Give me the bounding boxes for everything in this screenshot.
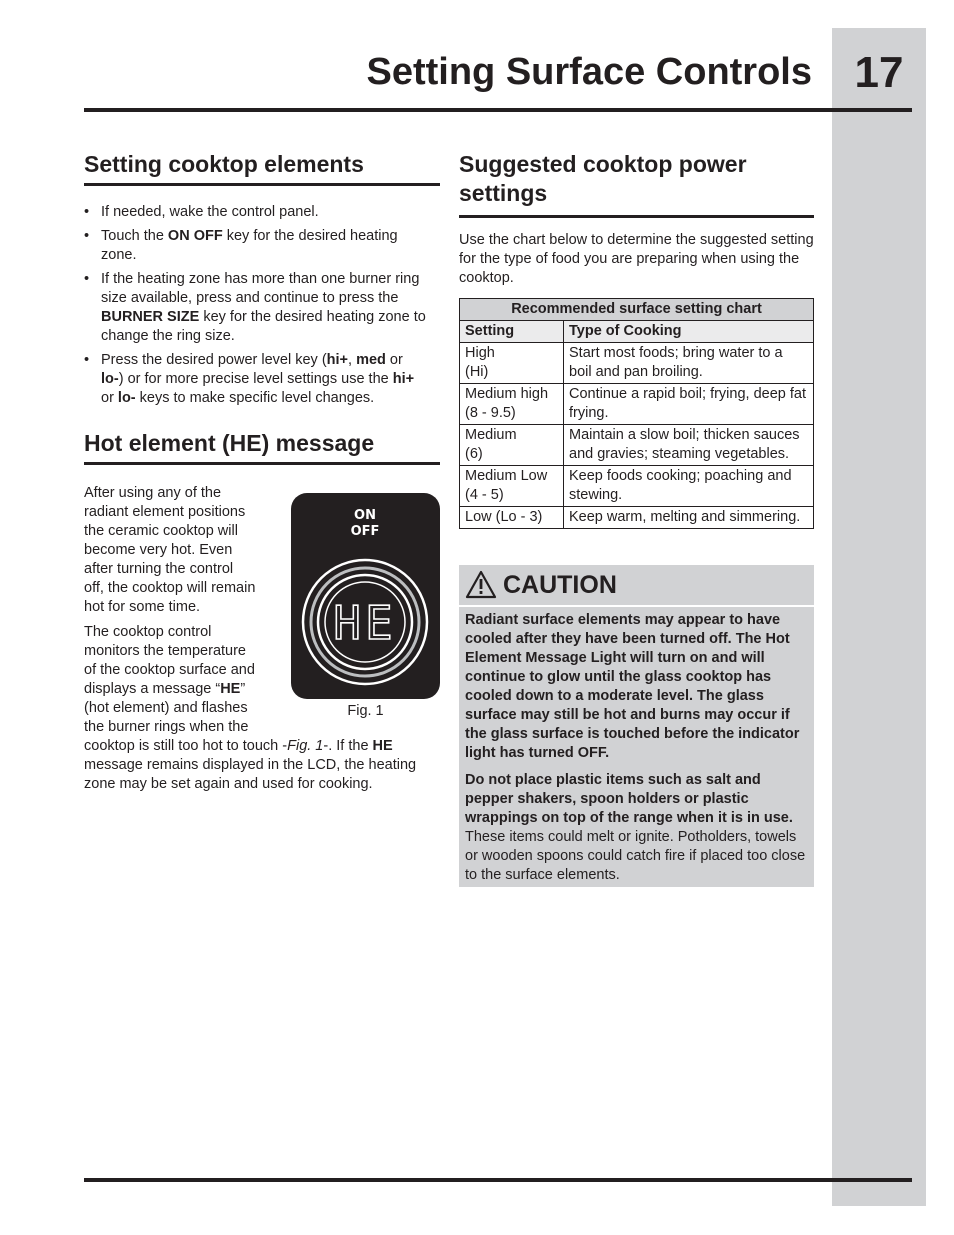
list-item	[84, 270, 429, 346]
he-display-figure	[291, 493, 440, 699]
table-row	[460, 466, 814, 507]
caution-paragraph-2	[465, 771, 811, 885]
table-row	[460, 507, 814, 529]
figure-caption: Fig. 1	[347, 703, 384, 719]
caution-body	[465, 611, 811, 893]
text-run: Fig. 1	[287, 738, 324, 754]
setting-cell: High (Hi)	[460, 343, 564, 384]
he-message-paragraph-1: After using any of the radiant element positions the ceramic cooktop will become very hot. Even after turning the control off, the cooktop will remain hot for some time.	[84, 485, 256, 615]
list-item	[84, 203, 429, 222]
table-row	[460, 384, 814, 425]
text-run: ,	[348, 352, 357, 368]
text-run: ” (hot element) and flashes the burner rings when the cooktop is still too hot to touch -	[84, 681, 288, 754]
he-message-rule	[84, 462, 440, 465]
cooking-type-cell: Keep foods cooking; poaching and stewing.	[564, 466, 814, 507]
text-run: BURNER SIZE	[101, 309, 200, 325]
cooking-type-cell: Start most foods; bring water to a boil and pan broiling.	[564, 343, 814, 384]
table-header-type: Type of Cooking	[564, 321, 814, 343]
warning-triangle-icon	[465, 570, 497, 599]
text-run: key for the desired heating zone.	[101, 228, 398, 263]
suggested-intro: Use the chart below to determine the suggested setting for the type of food you are preparing when using the cooktop.	[459, 232, 814, 286]
caution-paragraph-1: Radiant surface elements may appear to have cooled after they have been turned off. The Hot Element Message Light will turn on and will continue to glow until the glass cooktop has cooled down to a moderate level. The glass surface may still be hot and burns may occur if the glass surface is touched before the indicator light has turned OFF.	[465, 612, 800, 761]
table-row	[460, 343, 814, 384]
page-title: Setting Surface Controls	[366, 51, 812, 93]
text-run: hi+	[392, 371, 415, 387]
header-rule	[84, 108, 912, 112]
list-item	[84, 351, 429, 408]
off-key-label: OFF	[350, 524, 380, 539]
cooking-type-cell: Keep warm, melting and simmering.	[564, 507, 814, 529]
table-header-setting: Setting	[460, 321, 564, 343]
caution-paragraph-2-bold: Do not place plastic items such as salt and pepper shakers, spoon holders or plastic wrappings on top of the range when it is in use.	[465, 772, 793, 826]
text-run: hi+	[326, 352, 349, 368]
setting-cell: Medium high (8 - 9.5)	[460, 384, 564, 425]
setting-elements-list	[84, 203, 429, 413]
setting-elements-heading: Setting cooktop elements	[84, 151, 364, 177]
text-run: key for the desired heating zone to change the ring size.	[101, 309, 426, 344]
text-run: The cooktop control monitors the temperature of the cooktop surface and displays a message “	[84, 624, 255, 697]
text-run: message remains displayed in the LCD, the heating zone may be set again and used for cooking.	[84, 757, 417, 792]
caution-box	[459, 565, 814, 887]
cooking-type-cell: Continue a rapid boil; frying, deep fat frying.	[564, 384, 814, 425]
text-run: -. If the	[323, 738, 373, 754]
text-run: ON OFF	[167, 228, 223, 244]
text-run: HE	[220, 681, 241, 697]
table-row	[460, 425, 814, 466]
text-run: lo-	[117, 390, 136, 406]
cooking-type-cell: Maintain a slow boil; thicken sauces and gravies; steaming vegetables.	[564, 425, 814, 466]
setting-cell: Medium (6)	[460, 425, 564, 466]
text-run: lo-	[101, 371, 119, 387]
caution-title: CAUTION	[503, 571, 617, 599]
suggested-settings-rule	[459, 215, 814, 218]
surface-setting-table	[459, 298, 814, 529]
text-run: Press the desired power level key (	[101, 352, 327, 368]
text-run: or	[385, 352, 403, 368]
he-message-heading: Hot element (HE) message	[84, 430, 375, 456]
suggested-settings-heading	[459, 150, 747, 208]
text-run: If needed, wake the control panel.	[101, 204, 319, 220]
caution-header	[459, 565, 814, 607]
list-item	[84, 227, 429, 265]
text-run: HE	[372, 738, 393, 754]
suggested-heading-line-2: settings	[459, 180, 548, 206]
control-panel-illustration	[291, 493, 440, 699]
page-side-tab	[832, 28, 926, 1206]
table-caption: Recommended surface setting chart	[460, 299, 814, 321]
he-display-readout: HE	[333, 596, 397, 650]
table-body	[460, 343, 814, 529]
footer-rule	[84, 1178, 912, 1182]
caution-paragraph-2-rest: These items could melt or ignite. Potholders, towels or wooden spoons could catch fire if placed too close to the surface elements.	[465, 829, 806, 883]
text-run: ) or for more precise level settings use the	[118, 371, 393, 387]
text-run: Touch the	[101, 228, 168, 244]
text-run: med	[356, 352, 386, 368]
text-run: or	[101, 390, 118, 406]
text-run: keys to make specific level changes.	[135, 390, 375, 406]
suggested-heading-line-1: Suggested cooktop power	[459, 151, 747, 177]
setting-elements-rule	[84, 183, 440, 186]
page-number: 17	[854, 48, 904, 97]
setting-cell: Medium Low (4 - 5)	[460, 466, 564, 507]
on-key-label: ON	[354, 508, 376, 523]
text-run: If the heating zone has more than one burner ring size available, press and continue to press the	[101, 271, 420, 306]
setting-cell: Low (Lo - 3)	[460, 507, 564, 529]
